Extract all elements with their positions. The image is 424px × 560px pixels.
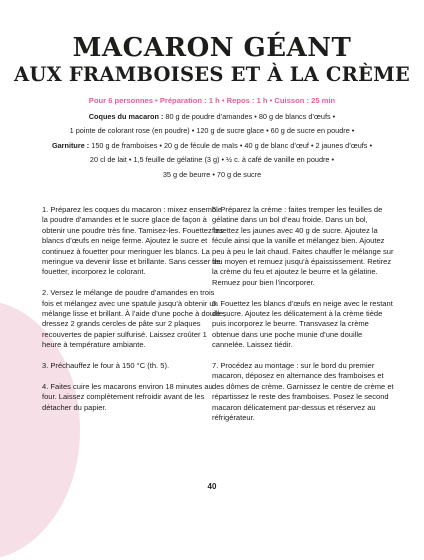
recipe-step: 3. Préchauffez le four à 150 °C (th. 5). [42, 361, 170, 371]
recipe-step: 5. Préparez la crème : faites tremper les feuilles de gélatine dans un bol d’eau froide. Dans un bol, fouettez les jaunes avec 40 g de sucre. Ajoutez la fécule ainsi que la vanille et mélangez bien. Ajoutez peu à peu le lait chaud. Faites chauffer le mélange sur feu moyen et remuez jusqu’à épaississement. Retirez la crème du feu et ajoutez le beurre et la gélatine. Remuez pour bien l’incorporer. [212, 205, 394, 287]
steps-column-right [212, 205, 396, 434]
ingredients-line [0, 112, 424, 122]
ingredients-line [0, 141, 424, 151]
ingredients-text: 80 g de poudre d’amandes • 80 g de blancs d’œufs • [165, 112, 336, 121]
ingredients-line [0, 170, 424, 180]
steps-column-left [42, 205, 226, 423]
ingredients-line [0, 126, 424, 136]
recipe-step: 2. Versez le mélange de poudre d’amandes en trois fois et mélangez avec une spatule jusqu’à obtenir un mélange lisse et brillant. À l’aide d’une poche à douille, dressez 2 grands cercles de pâte sur 2 plaques recouvertes de papier sulfurisé. Laissez croûter 1 heure à température ambiante. [42, 288, 226, 350]
ingredients-label: Garniture : [51, 141, 92, 150]
ingredients-text: 20 cl de lait • 1,5 feuille de gélatine (3 g) • ½ c. à café de vanille en poudre • [89, 155, 335, 164]
recipe-step: 7. Procédez au montage : sur le bord du premier macaron, déposez en alternance des framboises et des dômes de crème. Garnissez le centre de crème et répartissez le reste des framboises. Posez le second macaron délicatement par-dessus et réservez au réfrigérateur. [212, 361, 394, 423]
ingredients-text: 1 pointe de colorant rose (en poudre) • 120 g de sucre glace • 60 g de sucre en poudre • [69, 126, 355, 135]
recipe-meta: Pour 6 personnes • Préparation : 1 h • Repos : 1 h • Cuisson : 25 min [88, 96, 336, 105]
recipe-step: 6. Fouettez les blancs d’œufs en neige avec le restant de sucre. Ajoutez les délicatement à la crème tiède puis incorporez le beurre. Transvasez la crème obtenue dans une poche munie d’une douille cannelée. Laissez tiédir. [212, 298, 393, 350]
recipe-step: 1. Préparez les coques du macaron : mixez ensemble la poudre d’amandes et le sucre glace de façon à obtenir une poudre très fine. Tamisez-les. Fouettez les blancs d’œufs en neige ferme. Ajoutez le sucre et continuez à fouetter pour meringuer les blancs. La meringue va devenir lisse et brillante. Sans cesser de fouetter, incorporez le colorant. [42, 205, 224, 277]
ingredients-text: 150 g de framboises • 20 g de fécule de maïs • 40 g de blanc d’œuf • 2 jaunes d’œufs • [91, 141, 373, 150]
page-number: 40 [207, 482, 217, 491]
recipe-title: MACARON GÉANT [72, 33, 352, 63]
recipe-subtitle: AUX FRAMBOISES ET À LA CRÈME [14, 63, 410, 86]
ingredients-line [0, 155, 424, 165]
recipe-step: 4. Faites cuire les macarons environ 18 minutes au four. Laissez complètement refroidir avant de les détacher du papier. [42, 381, 213, 412]
ingredients-text: 35 g de beurre • 70 g de sucre [162, 170, 262, 179]
ingredients-label: Coques du macaron : [88, 112, 166, 121]
